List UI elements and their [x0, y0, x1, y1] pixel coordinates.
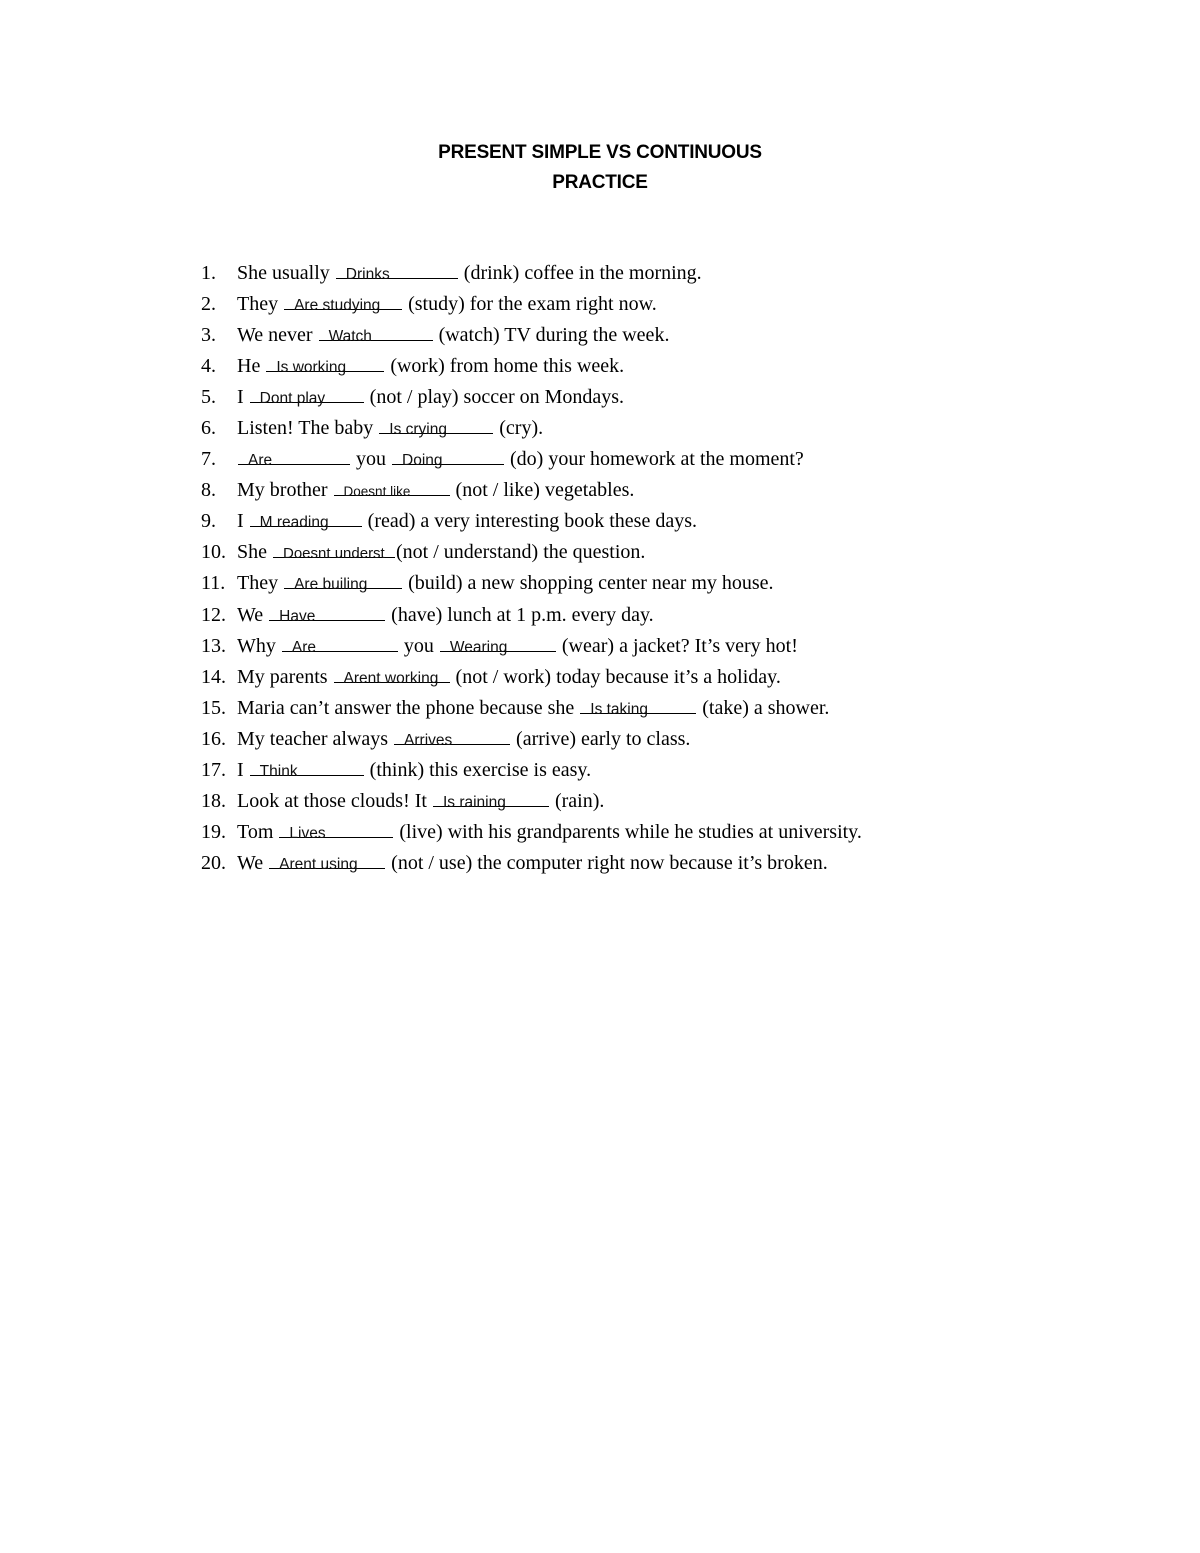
answer-blank[interactable] — [394, 727, 510, 749]
item-number: 6. — [201, 417, 216, 440]
item-number: 15. — [201, 696, 226, 719]
item-number: 18. — [201, 789, 226, 812]
item-number: 14. — [201, 665, 226, 688]
item-number: 4. — [201, 355, 216, 378]
item-number: 13. — [201, 634, 226, 657]
exercise-item — [201, 289, 1181, 320]
item-sentence — [237, 693, 829, 724]
answer-blank[interactable] — [319, 323, 433, 346]
answer-blank[interactable] — [250, 385, 364, 408]
exercise-item — [201, 258, 1181, 289]
item-number: 12. — [201, 603, 226, 626]
sentence-end: (read) a very interesting book these days. — [367, 510, 697, 533]
exercise-item — [201, 693, 1181, 724]
exercise-item — [201, 755, 1181, 786]
sentence-end: (wear) a jacket? It’s very hot! — [561, 634, 798, 657]
exercise-list — [201, 258, 1181, 879]
answer-blank[interactable] — [379, 416, 493, 439]
sentence-start: My parents — [237, 665, 328, 688]
handwritten-answer: Are builing — [294, 576, 368, 594]
item-sentence — [237, 817, 862, 848]
handwritten-answer: Have — [279, 607, 316, 625]
item-sentence — [237, 413, 543, 444]
handwritten-answer: M reading — [259, 514, 329, 532]
exercise-item — [201, 568, 1181, 599]
answer-blank[interactable] — [392, 447, 504, 470]
worksheet-subtitle: PRACTICE — [552, 172, 648, 193]
sentence-start: They — [237, 293, 279, 316]
handwritten-answer: Wearing — [449, 638, 508, 656]
item-sentence — [237, 289, 657, 320]
item-sentence — [237, 568, 774, 599]
sentence-start: Maria can’t answer the phone because she — [237, 696, 575, 719]
handwritten-answer: Are studying — [294, 297, 381, 315]
handwritten-answer: Watch — [328, 328, 372, 346]
item-sentence — [237, 724, 690, 755]
item-sentence — [237, 600, 654, 631]
item-sentence — [237, 320, 669, 351]
item-sentence — [237, 351, 624, 382]
handwritten-answer: Think — [259, 762, 298, 780]
exercise-item — [201, 848, 1181, 879]
exercise-item — [201, 506, 1181, 537]
sentence-end: (live) with his grandparents while he studies at university. — [399, 820, 862, 843]
sentence-end: (take) a shower. — [702, 696, 830, 719]
sentence-end: (arrive) early to class. — [516, 727, 691, 750]
sentence-start: Why — [237, 634, 276, 657]
answer-blank[interactable] — [334, 665, 450, 687]
item-sentence — [237, 382, 624, 413]
item-sentence — [237, 848, 828, 879]
sentence-end: (cry). — [499, 417, 544, 440]
sentence-start: We — [237, 603, 264, 626]
answer-blank[interactable] — [284, 571, 402, 594]
answer-blank[interactable] — [279, 820, 393, 842]
handwritten-answer: Are — [248, 452, 273, 470]
sentence-start: He — [237, 355, 261, 378]
handwritten-answer: Is working — [276, 359, 347, 377]
sentence-start: I — [237, 758, 244, 781]
handwritten-answer: Doesnt like — [343, 484, 411, 500]
item-number: 2. — [201, 293, 216, 316]
exercise-item — [201, 444, 1181, 475]
handwritten-answer: Doesnt underst — [283, 545, 385, 563]
sentence-start: My teacher always — [237, 727, 389, 750]
answer-blank[interactable] — [238, 447, 350, 470]
answer-blank[interactable] — [580, 696, 696, 718]
item-sentence — [237, 631, 798, 662]
sentence-start: Look at those clouds! It — [237, 789, 427, 812]
handwritten-answer: Is crying — [389, 421, 447, 439]
sentence-start: Listen! The baby — [237, 417, 374, 440]
item-number: 11. — [201, 572, 226, 595]
item-sentence — [237, 755, 591, 786]
answer-blank[interactable] — [282, 634, 398, 656]
exercise-item — [201, 631, 1181, 662]
sentence-end: (not / use) the computer right now because it’s broken. — [391, 851, 828, 874]
sentence-end: (not / play) soccer on Mondays. — [369, 386, 625, 409]
sentence-start: She usually — [237, 262, 330, 284]
handwritten-answer: Arent working — [343, 669, 439, 687]
sentence-start: My brother — [237, 479, 328, 502]
answer-blank[interactable] — [250, 509, 362, 532]
exercise-item — [201, 724, 1181, 755]
sentence-start: I — [237, 510, 244, 533]
item-sentence — [237, 475, 634, 506]
sentence-end: (do) your homework at the moment? — [510, 448, 804, 471]
answer-blank[interactable] — [250, 758, 364, 780]
answer-blank[interactable] — [334, 478, 450, 500]
answer-blank[interactable] — [336, 261, 458, 283]
exercise-item — [201, 600, 1181, 631]
item-number: 7. — [201, 448, 216, 471]
sentence-end: (rain). — [554, 789, 605, 812]
sentence-end: (not / understand) the question. — [396, 541, 646, 564]
sentence-end: (study) for the exam right now. — [408, 293, 657, 316]
item-sentence — [237, 662, 781, 693]
answer-blank[interactable] — [269, 851, 385, 873]
sentence-end: (think) this exercise is easy. — [369, 758, 592, 781]
answer-blank[interactable] — [440, 634, 556, 656]
handwritten-answer: Is raining — [442, 793, 506, 811]
sentence-start: We — [237, 851, 264, 874]
sentence-end: (work) from home this week. — [390, 355, 625, 378]
item-number: 10. — [201, 541, 226, 564]
item-number: 19. — [201, 820, 226, 843]
item-number: 5. — [201, 386, 216, 409]
sentence-end: (watch) TV during the week. — [438, 324, 670, 347]
sentence-middle: you — [403, 634, 434, 657]
answer-blank[interactable] — [273, 540, 395, 563]
item-number: 3. — [201, 324, 216, 347]
exercise-item — [201, 382, 1181, 413]
handwritten-answer: Is taking — [590, 700, 648, 718]
handwritten-answer: Are — [291, 638, 317, 656]
answer-blank[interactable] — [433, 789, 549, 811]
sentence-start: She — [237, 541, 267, 564]
exercise-item — [201, 475, 1181, 506]
sentence-middle: you — [356, 448, 386, 471]
exercise-item — [201, 351, 1181, 382]
handwritten-answer: Arent using — [279, 855, 358, 873]
answer-blank[interactable] — [266, 354, 384, 377]
item-sentence — [237, 444, 804, 475]
exercise-item — [201, 786, 1181, 817]
handwritten-answer: Lives — [289, 824, 326, 842]
answer-blank[interactable] — [269, 603, 385, 625]
sentence-start: I — [237, 386, 244, 409]
item-sentence — [237, 786, 604, 817]
item-number: 9. — [201, 510, 216, 533]
item-number: 8. — [201, 479, 216, 502]
handwritten-answer: Dont play — [259, 390, 326, 408]
sentence-start: We never — [237, 324, 313, 347]
sentence-end: (build) a new shopping center near my house. — [408, 572, 774, 595]
exercise-item — [201, 413, 1181, 444]
answer-blank[interactable] — [284, 292, 402, 315]
sentence-start: They — [237, 572, 279, 595]
item-sentence — [237, 258, 702, 289]
sentence-start: Tom — [237, 820, 274, 843]
item-number: 16. — [201, 727, 226, 750]
item-number: 1. — [201, 262, 216, 284]
exercise-item — [201, 320, 1181, 351]
sentence-end: (not / work) today because it’s a holiday. — [455, 665, 781, 688]
exercise-item — [201, 662, 1181, 693]
handwritten-answer: Drinks — [345, 266, 390, 283]
item-number: 20. — [201, 851, 226, 874]
item-sentence — [237, 537, 645, 568]
item-sentence — [237, 506, 697, 537]
sentence-end: (drink) coffee in the morning. — [463, 262, 702, 284]
exercise-item — [201, 817, 1181, 848]
item-number: 17. — [201, 758, 226, 781]
worksheet-title: PRESENT SIMPLE VS CONTINUOUS — [438, 142, 762, 163]
handwritten-answer: Arrives — [404, 731, 453, 749]
sentence-end: (not / like) vegetables. — [455, 479, 635, 502]
sentence-end: (have) lunch at 1 p.m. every day. — [391, 603, 654, 626]
exercise-item — [201, 537, 1181, 568]
handwritten-answer: Doing — [402, 452, 443, 470]
